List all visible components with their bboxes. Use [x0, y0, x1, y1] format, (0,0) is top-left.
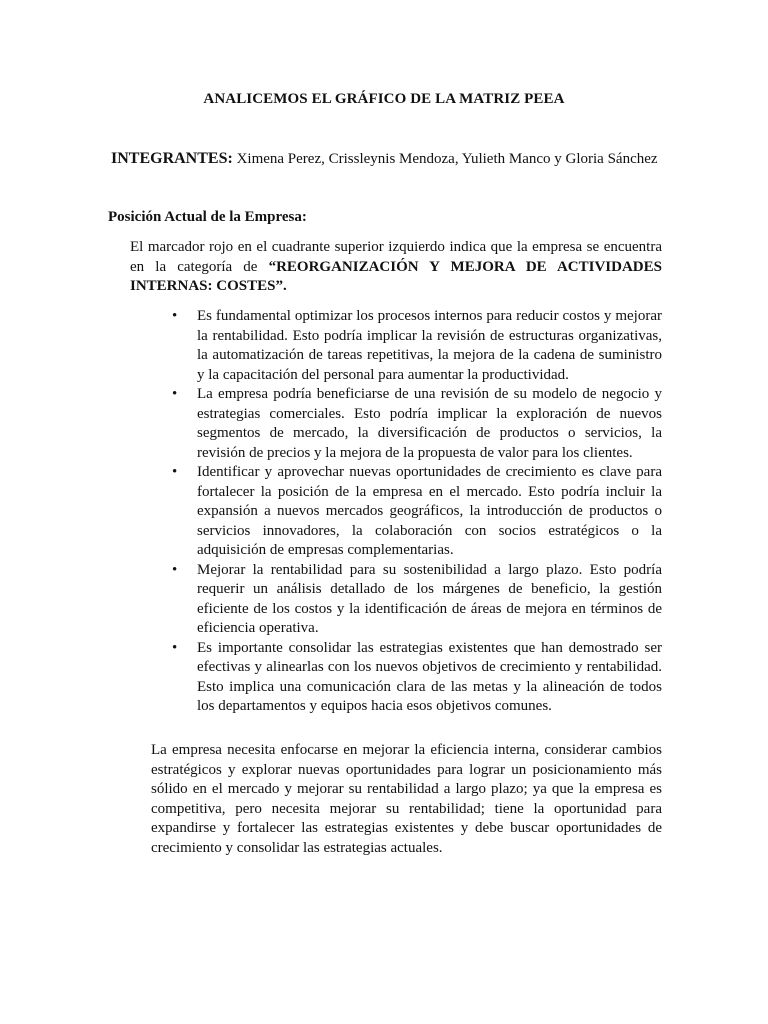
intro-text: El marcador rojo en el cuadrante superior izquierdo indica que la empresa se encuentra en la categoría de: [130, 239, 662, 275]
bullet-list: [152, 307, 662, 717]
list-item: [152, 639, 662, 717]
list-item-text: Es importante consolidar las estrategias existentes que han demostrado ser efectivas y alinearlas con los nuevos objetivos de crecimiento y rentabilidad. Esto implica una comunicación clara de las metas y la alineación de todos los departamentos y equipos hacia esos objetivos comunes.: [197, 639, 662, 714]
list-item-text: Es fundamental optimizar los procesos internos para reducir costos y mejorar la rentabilidad. Esto podría implicar la revisión de estructuras organizativas, la automatización de tareas repetitivas, la mejora de la cadena de suministro y la capacitación del personal para aumentar la productividad.: [197, 308, 662, 383]
section-title: Posición Actual de la Empresa:: [108, 209, 307, 225]
list-item: [152, 307, 662, 385]
members-line: [111, 150, 711, 168]
bullet-icon: •: [172, 308, 178, 324]
list-item-text: Mejorar la rentabilidad para su sostenibilidad a largo plazo. Esto podría requerir un análisis detallado de los márgenes de beneficio, la gestión eficiente de los costos y la identificación de áreas de mejora en términos de eficiencia operativa.: [197, 561, 662, 636]
conclusion-paragraph: La empresa necesita enfocarse en mejorar la eficiencia interna, considerar cambios estratégicos y explorar nuevas oportunidades para lograr un posicionamiento más sólido en el mercado y mejorar su rentabilidad a largo plazo; ya que la empresa es competitiva, pero necesita mejorar su rentabilidad; tiene la oportunidad para expandirse y fortalecer las estrategias existentes y debe buscar oportunidades de crecimiento y consolidar las estrategias actuales.: [151, 742, 662, 856]
bullet-icon: •: [172, 639, 178, 656]
bullet-icon: •: [172, 561, 178, 578]
intro-emphasis: “REORGANIZACIÓN Y MEJORA DE ACTIVIDADES INTERNAS: COSTES”.: [130, 258, 662, 294]
list-item: [152, 385, 662, 463]
list-item-text: Identificar y aprovechar nuevas oportunidades de crecimiento es clave para fortalecer la posición de la empresa en el mercado. Esto podría incluir la expansión a nuevos mercados geográficos, la introducción de productos o servicios innovadores, la colaboración con socios estratégicos o la adquisición de empresas complementarias.: [197, 464, 662, 558]
members-names: Ximena Perez, Crissleynis Mendoza, Yulieth Manco y Gloria Sánchez: [232, 151, 658, 167]
members-label: INTEGRANTES:: [111, 150, 233, 167]
bullet-icon: •: [172, 386, 178, 402]
list-item: [152, 463, 662, 561]
list-item-text: La empresa podría beneficiarse de una revisión de su modelo de negocio y estrategias comerciales. Esto podría implicar la exploración de nuevos segmentos de mercado, la diversificación de productos o servicios, la revisión de precios y la mejora de la propuesta de valor para los clientes.: [197, 386, 662, 461]
bullet-icon: •: [172, 464, 178, 480]
list-item: [152, 561, 662, 639]
document-title: ANALICEMOS EL GRÁFICO DE LA MATRIZ PEEA: [203, 91, 565, 107]
intro-paragraph: [130, 238, 662, 297]
